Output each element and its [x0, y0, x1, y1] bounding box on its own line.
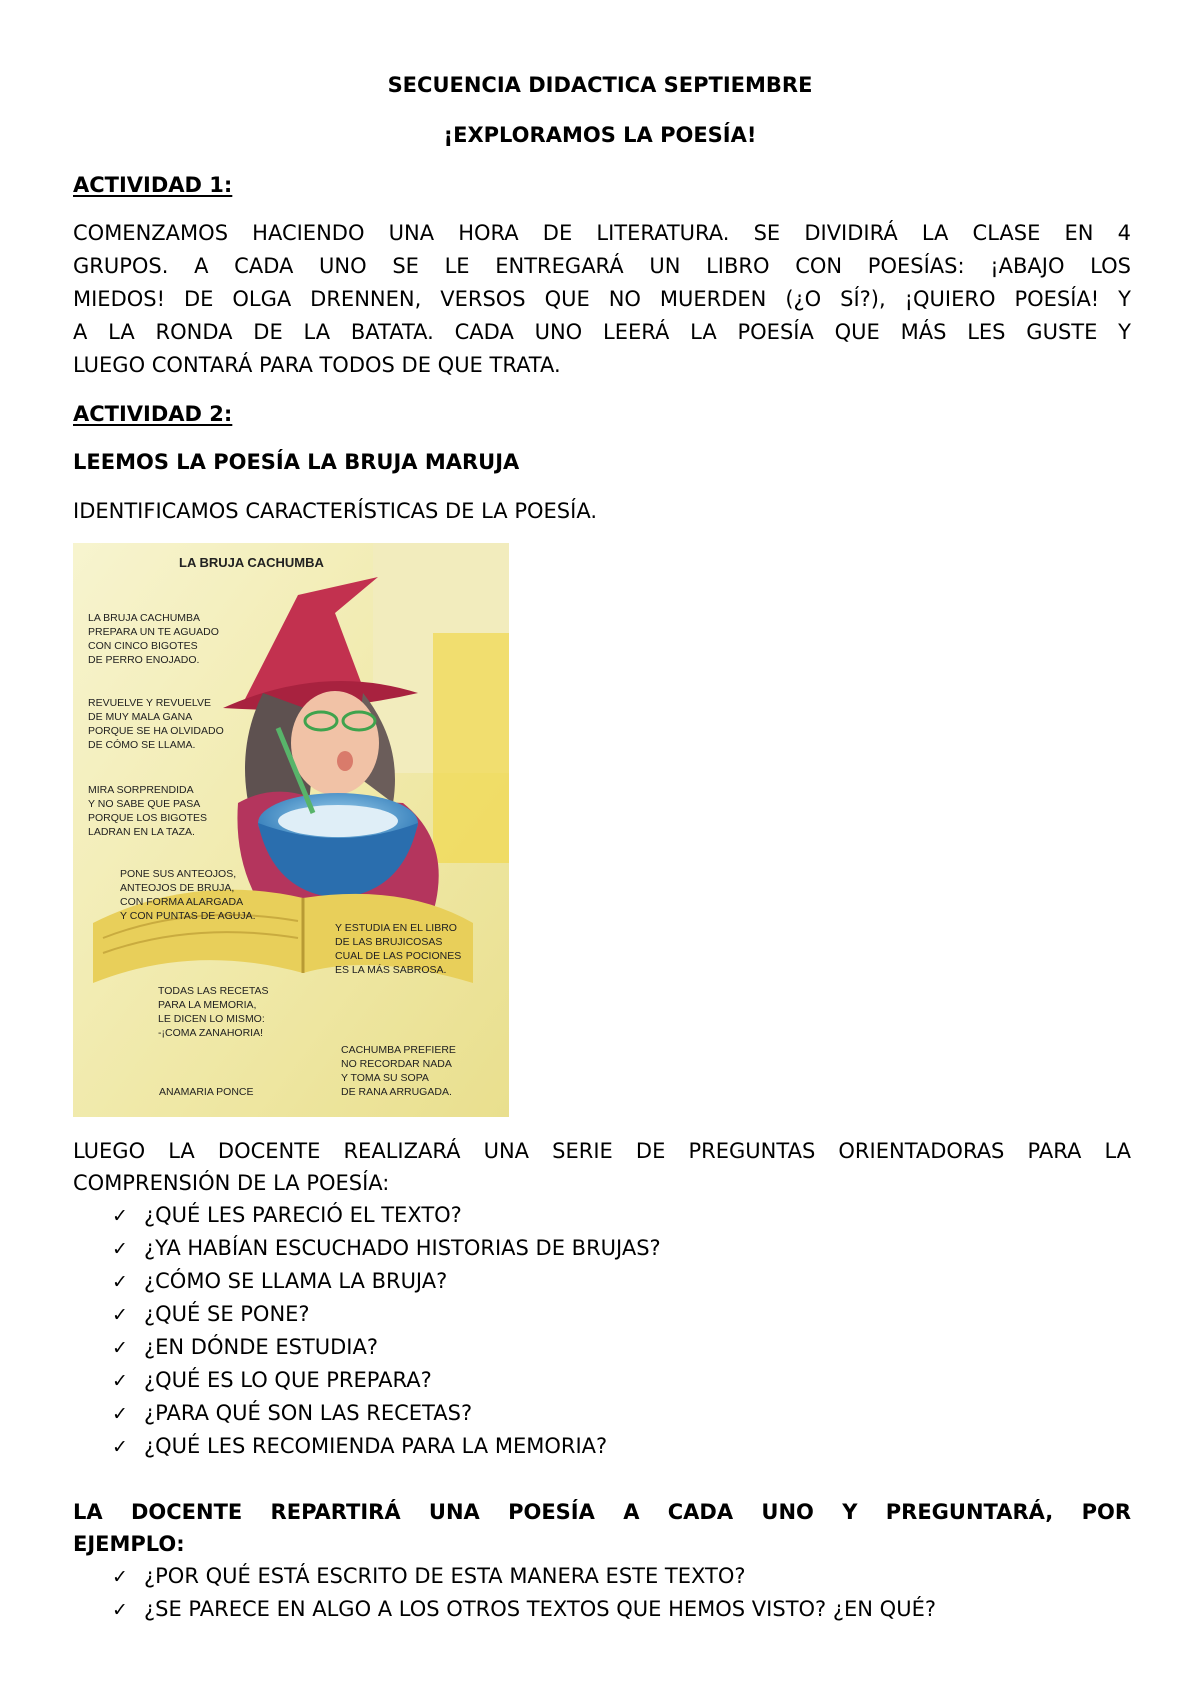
- poem-verse: Y TOMA SU SOPA: [341, 1072, 429, 1084]
- activity2-subheading: LEEMOS LA POESÍA LA BRUJA MARUJA: [73, 450, 520, 474]
- poem-verse: Y CON PUNTAS DE AGUJA.: [120, 910, 256, 922]
- checkmark-icon: ✓: [112, 1599, 128, 1621]
- checkmark-icon: ✓: [112, 1337, 128, 1359]
- poem-title: LA BRUJA CACHUMBA: [179, 555, 324, 570]
- poem-verse: -¡COMA ZANAHORIA!: [158, 1027, 264, 1039]
- poem-verse: CACHUMBA PREFIERE: [341, 1044, 456, 1056]
- closing-heading-line: EJEMPLO:: [73, 1532, 185, 1556]
- document-title: SECUENCIA DIDACTICA SEPTIEMBRE: [387, 73, 813, 97]
- checkmark-icon: ✓: [112, 1403, 128, 1425]
- poem-verse: REVUELVE Y REVUELVE: [88, 697, 211, 709]
- poem-verse: CUAL DE LAS POCIONES: [335, 950, 462, 962]
- poem-verse: PONE SUS ANTEOJOS,: [120, 868, 237, 880]
- checkmark-icon: ✓: [112, 1370, 128, 1392]
- poem-verse: CON FORMA ALARGADA: [120, 896, 244, 908]
- question-item: ✓ ¿PARA QUÉ SON LAS RECETAS?: [112, 1398, 472, 1429]
- activity1-line: MIEDOS! DE OLGA DRENNEN, VERSOS QUE NO MUERDEN (¿O SÍ?), ¡QUIERO POESÍA! Y: [73, 287, 1131, 311]
- activity1-line: COMENZAMOS HACIENDO UNA HORA DE LITERATURA. SE DIVIDIRÁ LA CLASE EN 4: [73, 221, 1131, 245]
- closing-heading-line: LA DOCENTE REPARTIRÁ UNA POESÍA A CADA UNO Y PREGUNTARÁ, POR: [73, 1500, 1131, 1524]
- activity1-line: LUEGO CONTARÁ PARA TODOS DE QUE TRATA.: [73, 353, 561, 377]
- question-item: ✓ ¿YA HABÍAN ESCUCHADO HISTORIAS DE BRUJAS?: [112, 1233, 661, 1264]
- poem-illustration: [73, 543, 509, 1117]
- closing-question-item: ✓ ¿POR QUÉ ESTÁ ESCRITO DE ESTA MANERA ESTE TEXTO?: [112, 1561, 746, 1592]
- closing-question-item: ✓ ¿SE PARECE EN ALGO A LOS OTROS TEXTOS QUE HEMOS VISTO? ¿EN QUÉ?: [112, 1594, 936, 1625]
- activity2-intro: IDENTIFICAMOS CARACTERÍSTICAS DE LA POESÍA.: [73, 499, 598, 523]
- poem-author: ANAMARIA PONCE: [159, 1086, 254, 1098]
- question-item: ✓ ¿QUÉ SE PONE?: [112, 1299, 310, 1330]
- poem-verse: DE MUY MALA GANA: [88, 711, 193, 723]
- poem-verse: DE PERRO ENOJADO.: [88, 654, 200, 666]
- checkmark-icon: ✓: [112, 1271, 128, 1293]
- poem-verse: PARA LA MEMORIA,: [158, 999, 257, 1011]
- question-item: ✓ ¿QUÉ LES PARECIÓ EL TEXTO?: [112, 1200, 462, 1231]
- poem-verse: LA BRUJA CACHUMBA: [88, 612, 201, 624]
- activity1-line: GRUPOS. A CADA UNO SE LE ENTREGARÁ UN LIBRO CON POESÍAS: ¡ABAJO LOS: [73, 254, 1131, 278]
- poem-verse: TODAS LAS RECETAS: [158, 985, 269, 997]
- poem-verse: LE DICEN LO MISMO:: [158, 1013, 265, 1025]
- question-item: ✓ ¿QUÉ ES LO QUE PREPARA?: [112, 1365, 432, 1396]
- poem-verse: Y NO SABE QUE PASA: [88, 798, 201, 810]
- checkmark-icon: ✓: [112, 1436, 128, 1458]
- poem-verse: NO RECORDAR NADA: [341, 1058, 452, 1070]
- checkmark-icon: ✓: [112, 1304, 128, 1326]
- poem-verse: ANTEOJOS DE BRUJA,: [120, 882, 235, 894]
- question-item: ✓ ¿CÓMO SE LLAMA LA BRUJA?: [112, 1266, 447, 1297]
- document-subtitle: ¡EXPLORAMOS LA POESÍA!: [443, 123, 757, 147]
- poem-verse: CON CINCO BIGOTES: [88, 640, 198, 652]
- followup-line: COMPRENSIÓN DE LA POESÍA:: [73, 1171, 390, 1195]
- poem-verse: DE LAS BRUJICOSAS: [335, 936, 443, 948]
- activity1-heading: ACTIVIDAD 1:: [73, 173, 233, 197]
- poem-verse: LADRAN EN LA TAZA.: [88, 826, 195, 838]
- activity1-line: A LA RONDA DE LA BATATA. CADA UNO LEERÁ LA POESÍA QUE MÁS LES GUSTE Y: [73, 320, 1131, 344]
- activity2-heading: ACTIVIDAD 2:: [73, 402, 233, 426]
- checkmark-icon: ✓: [112, 1566, 128, 1588]
- poem-verse: PORQUE SE HA OLVIDADO: [88, 725, 224, 737]
- followup-line: LUEGO LA DOCENTE REALIZARÁ UNA SERIE DE PREGUNTAS ORIENTADORAS PARA LA: [73, 1139, 1131, 1163]
- checkmark-icon: ✓: [112, 1238, 128, 1260]
- checkmark-icon: ✓: [112, 1205, 128, 1227]
- poem-verse: Y ESTUDIA EN EL LIBRO: [335, 922, 457, 934]
- question-item: ✓ ¿EN DÓNDE ESTUDIA?: [112, 1332, 378, 1363]
- poem-verse: MIRA SORPRENDIDA: [88, 784, 194, 796]
- poem-verse: DE CÓMO SE LLAMA.: [88, 739, 196, 751]
- poem-verse: PREPARA UN TE AGUADO: [88, 626, 219, 638]
- poem-verse: DE RANA ARRUGADA.: [341, 1086, 452, 1098]
- poem-verse: PORQUE LOS BIGOTES: [88, 812, 208, 824]
- question-item: ✓ ¿QUÉ LES RECOMIENDA PARA LA MEMORIA?: [112, 1431, 607, 1462]
- poem-verse: ES LA MÁS SABROSA.: [335, 964, 447, 976]
